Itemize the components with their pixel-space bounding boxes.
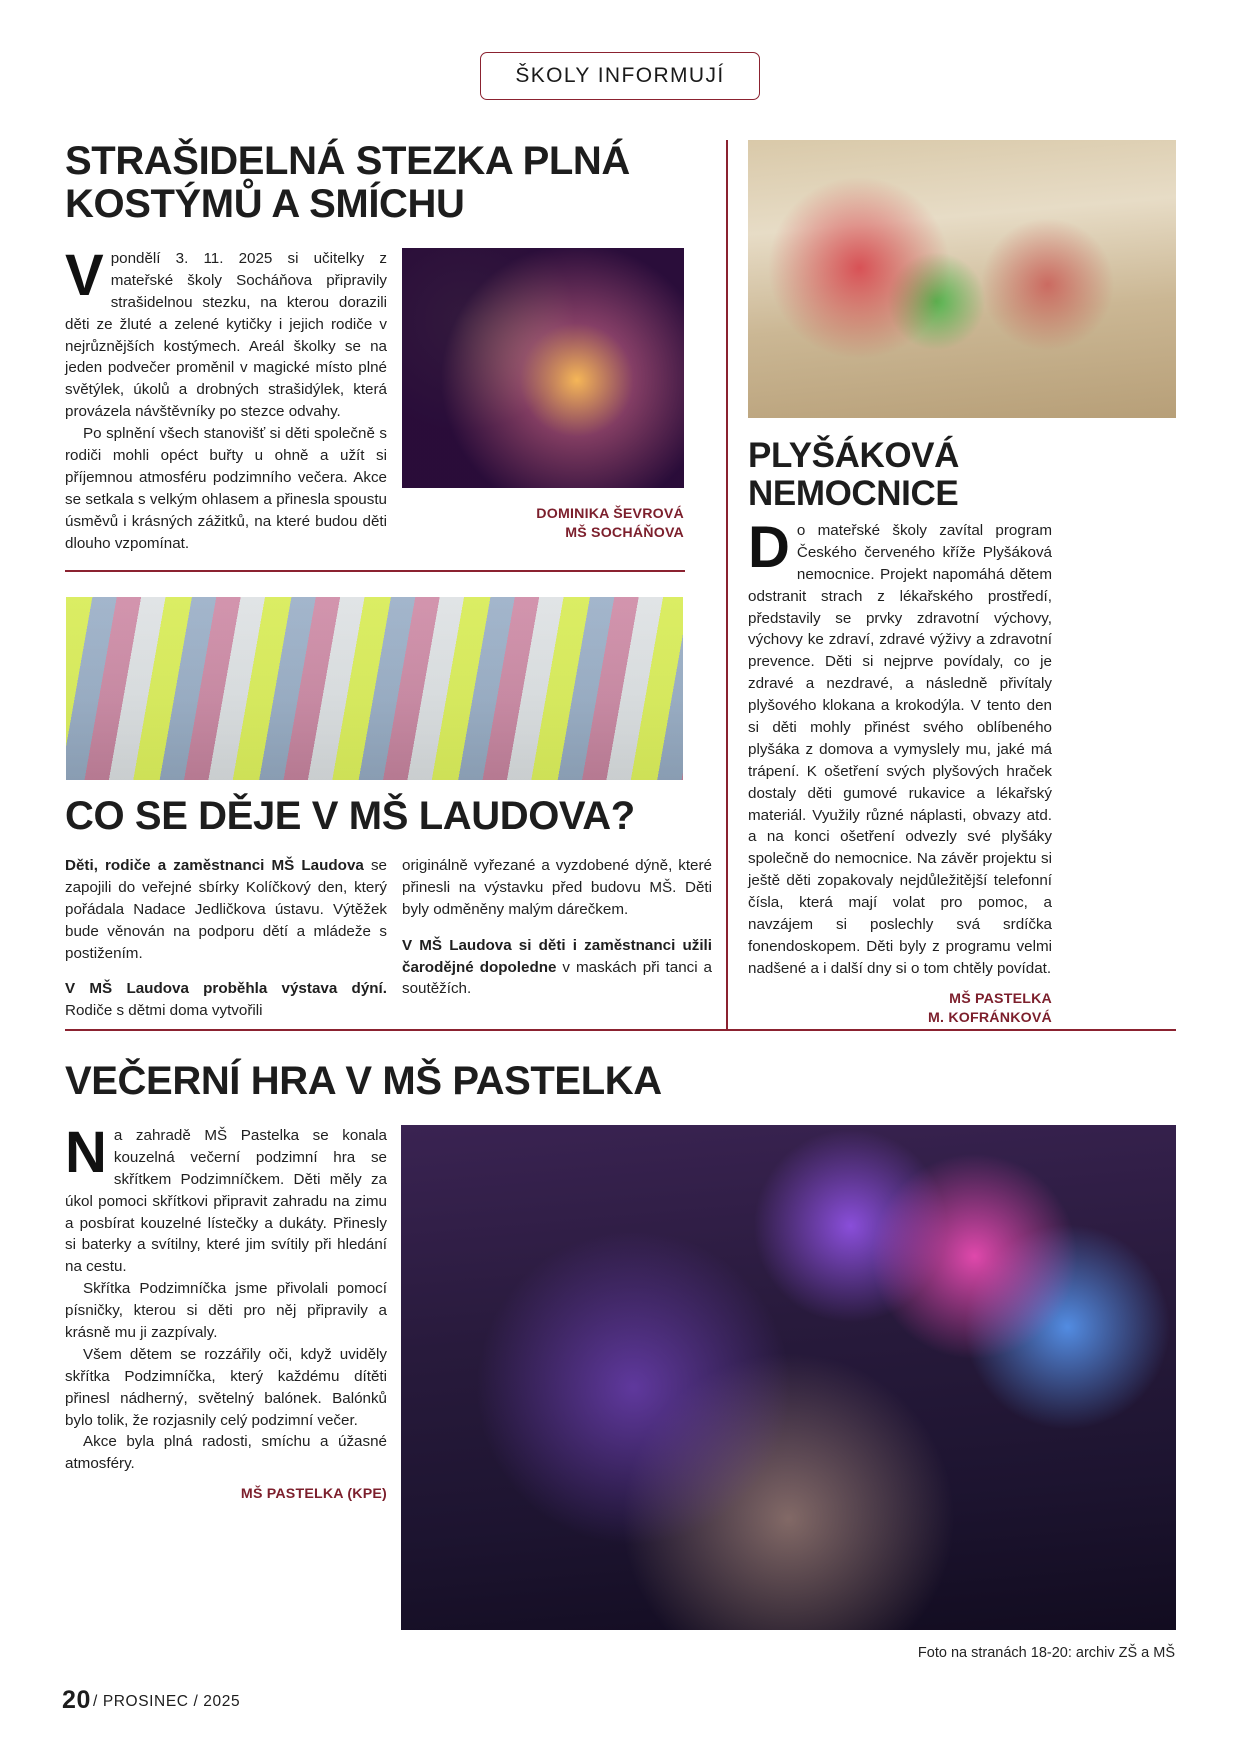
paragraph: Po splnění všech stanovišť si děti společně s rodiči mohli opéct buřty u ohně a užít si příjemnou atmosféru podzimního večera. Akce se setkala s velkým ohlasem a přinesla spoustu úsměvů i krásných zážitků, na které budou děti dlouho vzpomínat. xyxy=(65,425,387,552)
paragraph: Akce byla plná radosti, smíchu a úžasné atmosféry. xyxy=(65,1433,387,1473)
divider-above-laudova xyxy=(65,570,685,572)
paragraph-text: v maskách při tanci a soutěžích. xyxy=(402,958,712,998)
article-plysakova-body xyxy=(748,515,1052,1028)
paragraph-text: a zahradě MŠ Pastelka se konala kouzelná večerní podzimní hra se skřítkem Podzimníčkem. Děti měly za úkol pomoci skřítkovi připravit zahradu na zimu a posbírat kouzelné lístečky a dukáty. Přinesly si baterky a svítilny, které jim svítily při hledání na cestu. xyxy=(65,1127,387,1276)
plysakova-nemocnice-photo xyxy=(748,140,1176,418)
article-strasidelna-byline xyxy=(402,505,684,543)
strasidelna-stezka-photo xyxy=(402,248,684,488)
paragraph-lead-in: V MŠ Laudova proběhla výstava dýní. xyxy=(65,980,387,998)
divider-vertical-right-column xyxy=(726,140,728,1030)
divider-below-laudova xyxy=(65,1029,1176,1031)
article-laudova-body-left xyxy=(65,855,387,1022)
paragraph xyxy=(402,935,712,1001)
headline-line-2: KOSTÝMŮ A SMÍCHU xyxy=(65,182,465,227)
article-vecerni-hra-body xyxy=(65,1120,387,1504)
paragraph: originálně vyřezané a vyzdobené dýně, které přinesli na výstavku před budovu MŠ. Děti byly odměněny malým dárečkem. xyxy=(402,857,712,918)
article-vecerni-hra-headline: VEČERNÍ HRA V MŠ PASTELKA xyxy=(65,1059,662,1103)
paragraph-text: pondělí 3. 11. 2025 si učitelky z mateřské školy Socháňova připravily strašidelnou stezku, na kterou dorazili děti ze žluté a zelené kytičky i jejich rodiče v nejrůznějších kostýmech. Areál školky se na jeden podvečer proměnil v magické místo plné světýlek, úkolů a drobných strašidýlek, která provázela návštěvníky po stezce odvahy. xyxy=(65,250,387,421)
article-strasidelna-body xyxy=(65,243,387,554)
article-laudova-body-right xyxy=(402,855,712,1000)
vecerni-hra-balloons-photo xyxy=(401,1125,1176,1630)
paragraph-lead-in: Děti, rodiče a zaměstnanci MŠ Laudova xyxy=(65,857,364,874)
paragraph xyxy=(65,243,387,423)
paragraph-lead-in: V MŠ Laudova si děti i zaměstnanci užili čarodějné dopoledne xyxy=(402,936,712,976)
paragraph xyxy=(65,1120,387,1278)
byline xyxy=(748,990,1052,1028)
paragraph xyxy=(65,978,387,1022)
headline-line-1: PLYŠÁKOVÁ xyxy=(748,436,959,475)
headline-line-2: NEMOCNICE xyxy=(748,473,959,513)
article-plysakova-headline xyxy=(748,437,1058,513)
dropcap: V xyxy=(65,243,104,308)
paragraph xyxy=(748,515,1052,980)
byline: MŠ PASTELKA (KPE) xyxy=(240,1486,387,1503)
section-badge-wrapper xyxy=(0,52,1240,100)
paragraph: Skřítka Podzimníčka jsme přivolali pomocí písničky, kterou si děti pro něj připravily a krásně mu ji zazpívaly. xyxy=(65,1280,387,1342)
byline-organization: MŠ SOCHÁŇOVA xyxy=(565,525,684,542)
article-laudova-headline: CO SE DĚJE V MŠ LAUDOVA? xyxy=(65,794,635,838)
paragraph-text: se zapojili do veřejné sbírky Kolíčkový den, který pořádala Nadace Jedličkova ústavu. Výtěžek bude věnován na podporu dětí a mládeže s postižením. xyxy=(65,857,387,962)
paragraph-text: Rodiče s dětmi doma vytvořili xyxy=(65,1002,263,1020)
dropcap: N xyxy=(65,1120,107,1185)
issue-label: / PROSINEC / 2025 xyxy=(93,1693,241,1710)
byline-author: M. KOFRÁNKOVÁ xyxy=(928,1009,1052,1026)
section-badge: ŠKOLY INFORMUJÍ xyxy=(480,52,759,100)
ms-laudova-group-photo xyxy=(66,597,683,780)
paragraph-text: o mateřské školy zavítal program Českého červeného kříže Plyšáková nemocnice. Projekt napomáhá dětem odstranit strach z lékařského prostředí, představily se prvky zdravotní výchovy, výchovy ke zdraví, zdravé výživy a zdravotní prevence. Děti si nejprve povídaly, co je zdravé a nezdravé, a následně přivítaly plyšového klokana a krokodýla. V tento den si děti mohly přinést svého oblíbeného plyšáka z domova a vymyslely mu, jaké má trápení. K ošetření svých plyšových hraček dostaly děti gumové rukavice a lékařský materiál. Využily různé náplasti, obvazy atd. a na konci ošetření odvezly své plyšáky společně do nemocnice. Na závěr projektu si ještě děti zopakovaly nejdůležitější telefonní čísla, která mají volat pro pomoc, a navzájem si poslechly svá srdíčka fonendoskopem. Děti byly z programu velmi nadšené a i další dny si o tom chtěly povídat. xyxy=(748,522,1052,977)
headline-line-1: STRAŠIDELNÁ STEZKA PLNÁ xyxy=(65,139,630,183)
byline-author: DOMINIKA ŠEVROVÁ xyxy=(536,506,684,522)
page-folio xyxy=(62,1686,240,1715)
article-strasidelna-headline xyxy=(65,140,685,226)
dropcap: D xyxy=(748,515,790,580)
page-number: 20 xyxy=(62,1686,92,1714)
byline xyxy=(402,505,684,543)
byline-organization: MŠ PASTELKA xyxy=(949,990,1052,1007)
photo-credit: Foto na stranách 18-20: archiv ZŠ a MŠ xyxy=(917,1645,1175,1661)
paragraph: Všem dětem se rozzářily oči, když uviděly skřítka Podzimníčka, který každému dítěti přinesl nádherný, světelný balónek. Balónků bylo tolik, že rozjasnily celý podzimní večer. xyxy=(65,1345,387,1429)
paragraph xyxy=(65,855,387,964)
